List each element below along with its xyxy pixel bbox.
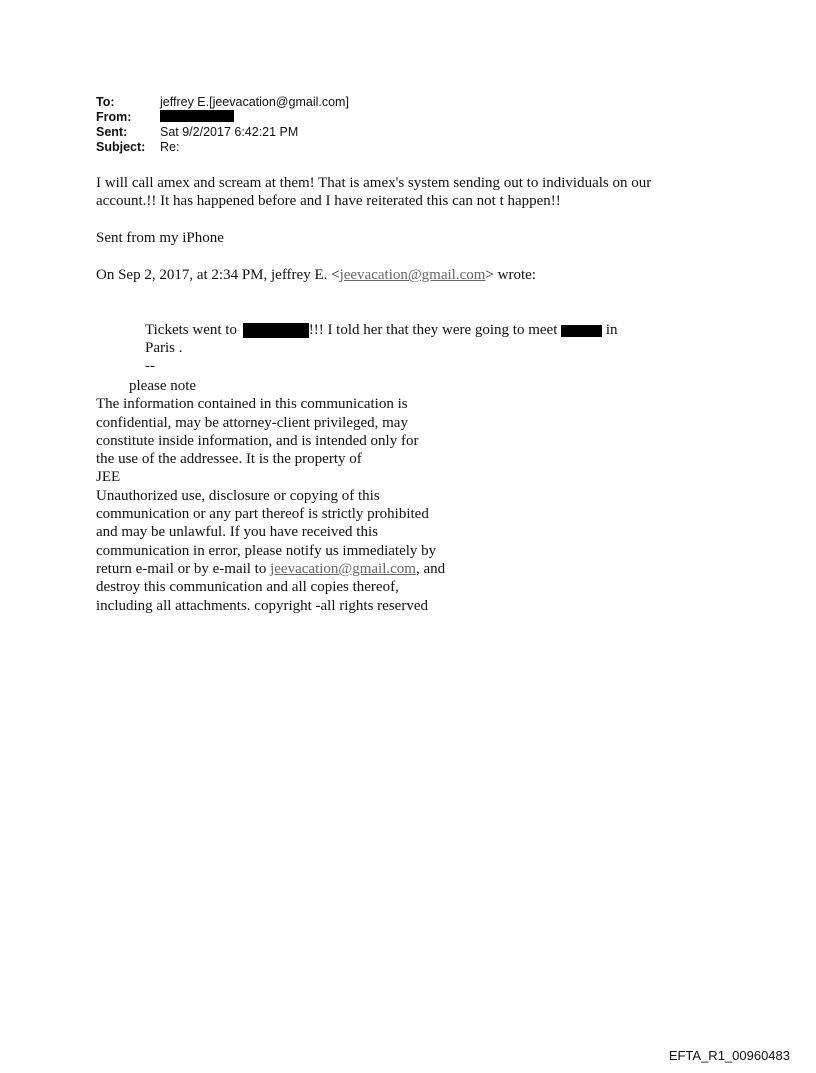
- quote-line-3: --: [145, 358, 155, 374]
- quote-text-c: in: [605, 322, 618, 338]
- subject-value: Re:: [160, 140, 180, 154]
- disclaimer-line: and may be unlawful. If you have received this: [96, 524, 378, 541]
- disclaimer-text: , and: [415, 560, 446, 577]
- disclaimer-line: destroy this communication and all copies thereof,: [96, 579, 399, 596]
- from-row: [96, 110, 349, 125]
- subject-row: [96, 140, 349, 155]
- disclaimer-line: The information contained in this communication is: [96, 396, 408, 413]
- disclaimer-line: constitute inside information, and is intended only for: [96, 432, 419, 449]
- subject-label: Subject:: [96, 140, 146, 154]
- to-value: jeffrey E.[jeevacation@gmail.com]: [160, 95, 349, 109]
- redaction-block: [243, 323, 309, 338]
- disclaimer-line: confidential, may be attorney-client privileged, may: [96, 414, 408, 431]
- redaction-block: [160, 110, 234, 122]
- wrote-line: [96, 266, 536, 284]
- quote-text-b: !!! I told her that they were going to meet: [308, 322, 558, 338]
- sent-from-line: Sent from my iPhone: [96, 230, 224, 246]
- quoted-message: [145, 321, 618, 375]
- email-header: [96, 95, 349, 155]
- body-line-1: I will call amex and scream at them! That is amex's system sending out to individuals on our: [96, 175, 652, 191]
- disclaimer-line: communication in error, please notify us immediately by: [96, 542, 437, 559]
- quote-line-2: Paris .: [145, 340, 183, 356]
- disclaimer-line: JEE: [96, 469, 121, 486]
- wrote-email-link[interactable]: jeevacation@gmail.com: [339, 267, 486, 283]
- body-line-2: account.!! It has happened before and I have reiterated this can not t happen!!: [96, 193, 561, 209]
- signature-disclaimer: [96, 377, 445, 615]
- quote-text-a: Tickets went to: [145, 322, 237, 338]
- disclaimer-line: [96, 560, 445, 578]
- sent-row: [96, 125, 349, 140]
- disclaimer-email-link[interactable]: jeevacation@gmail.com: [270, 560, 416, 577]
- redaction-block: [561, 325, 602, 337]
- sent-label: Sent:: [96, 125, 128, 139]
- disclaimer-line: the use of the addressee. It is the property of: [96, 451, 362, 468]
- disclaimer-line: Unauthorized use, disclosure or copying of this: [96, 487, 380, 504]
- to-row: [96, 95, 349, 110]
- disclaimer-text: return e-mail or by e-mail to: [96, 560, 271, 577]
- document-id: EFTA_R1_00960483: [668, 1048, 790, 1063]
- quote-line-1: [145, 321, 618, 339]
- sent-value: Sat 9/2/2017 6:42:21 PM: [160, 125, 299, 139]
- wrote-prefix: On Sep 2, 2017, at 2:34 PM, jeffrey E. <: [96, 267, 340, 283]
- to-label: To:: [96, 95, 115, 109]
- from-label: From:: [96, 110, 132, 124]
- disclaimer-line: communication or any part thereof is strictly prohibited: [96, 506, 429, 523]
- signature-note: please note: [129, 378, 197, 394]
- disclaimer-line: including all attachments. copyright -all rights reserved: [96, 597, 428, 614]
- wrote-suffix: > wrote:: [485, 267, 536, 283]
